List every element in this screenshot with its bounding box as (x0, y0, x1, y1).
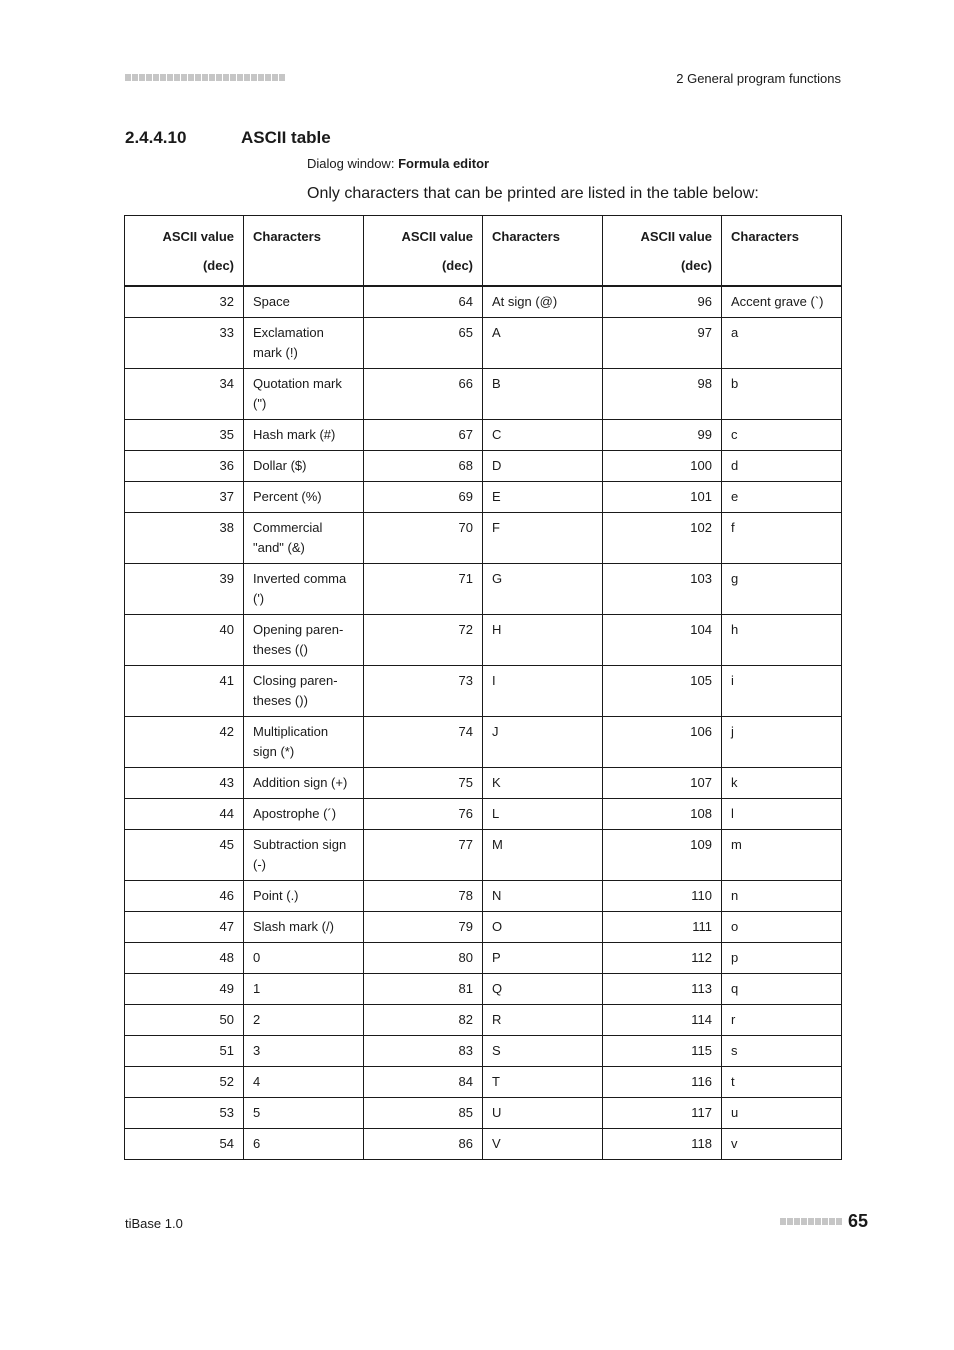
decoration-mark (272, 74, 278, 81)
decoration-mark (132, 74, 138, 81)
decoration-mark (174, 74, 180, 81)
product-name: tiBase 1.0 (125, 1216, 183, 1231)
ascii-value-cell: 73 (364, 666, 483, 717)
ascii-value-cell: 111 (603, 912, 722, 943)
table-row (125, 881, 842, 912)
character-cell: V (483, 1129, 603, 1160)
ascii-value-cell: 33 (125, 318, 244, 369)
table-row (125, 1067, 842, 1098)
character-cell: Inverted comma (') (244, 564, 364, 615)
character-cell: s (722, 1036, 842, 1067)
table-row (125, 717, 842, 768)
character-cell: Subtraction sign (-) (244, 830, 364, 881)
character-cell: u (722, 1098, 842, 1129)
ascii-value-cell: 43 (125, 768, 244, 799)
character-cell: A (483, 318, 603, 369)
table-row (125, 768, 842, 799)
character-cell: q (722, 974, 842, 1005)
character-cell: h (722, 615, 842, 666)
character-cell: Addition sign (+) (244, 768, 364, 799)
ascii-value-cell: 49 (125, 974, 244, 1005)
character-cell: v (722, 1129, 842, 1160)
character-cell: G (483, 564, 603, 615)
ascii-value-cell: 106 (603, 717, 722, 768)
section-title: ASCII table (241, 128, 331, 147)
ascii-value-cell: 113 (603, 974, 722, 1005)
ascii-value-cell: 68 (364, 451, 483, 482)
ascii-value-cell: 84 (364, 1067, 483, 1098)
header-characters: Characters (722, 216, 842, 287)
character-cell: g (722, 564, 842, 615)
decoration-mark (223, 74, 229, 81)
character-cell: Quotation mark (") (244, 369, 364, 420)
character-cell: O (483, 912, 603, 943)
character-cell: n (722, 881, 842, 912)
header-characters: Characters (483, 216, 603, 287)
footer-decoration (780, 1218, 842, 1225)
table-row (125, 1036, 842, 1067)
ascii-value-cell: 112 (603, 943, 722, 974)
character-cell: 2 (244, 1005, 364, 1036)
character-cell: 3 (244, 1036, 364, 1067)
character-cell: E (483, 482, 603, 513)
character-cell: Slash mark (/) (244, 912, 364, 943)
character-cell: c (722, 420, 842, 451)
ascii-value-cell: 109 (603, 830, 722, 881)
decoration-mark (216, 74, 222, 81)
decoration-mark (822, 1218, 828, 1225)
ascii-value-cell: 85 (364, 1098, 483, 1129)
ascii-value-cell: 40 (125, 615, 244, 666)
table-row (125, 912, 842, 943)
decoration-mark (836, 1218, 842, 1225)
table-row (125, 1005, 842, 1036)
ascii-value-cell: 116 (603, 1067, 722, 1098)
character-cell: 6 (244, 1129, 364, 1160)
character-cell: H (483, 615, 603, 666)
character-cell: 1 (244, 974, 364, 1005)
decoration-mark (181, 74, 187, 81)
ascii-value-cell: 108 (603, 799, 722, 830)
ascii-table (124, 215, 842, 1160)
character-cell: Q (483, 974, 603, 1005)
table-row (125, 799, 842, 830)
decoration-mark (244, 74, 250, 81)
table-row (125, 1098, 842, 1129)
header-ascii-value: ASCII value (dec) (603, 216, 722, 287)
character-cell: f (722, 513, 842, 564)
character-cell: At sign (@) (483, 286, 603, 318)
ascii-value-cell: 115 (603, 1036, 722, 1067)
decoration-mark (251, 74, 257, 81)
dialog-window-line (307, 156, 489, 171)
dialog-label: Dialog window: (307, 156, 395, 171)
character-cell: b (722, 369, 842, 420)
ascii-value-cell: 41 (125, 666, 244, 717)
character-cell: m (722, 830, 842, 881)
character-cell: S (483, 1036, 603, 1067)
character-cell: J (483, 717, 603, 768)
character-cell: I (483, 666, 603, 717)
character-cell: Opening paren-theses (() (244, 615, 364, 666)
table-row (125, 286, 842, 318)
ascii-value-cell: 71 (364, 564, 483, 615)
character-cell: t (722, 1067, 842, 1098)
ascii-value-cell: 65 (364, 318, 483, 369)
table-row (125, 369, 842, 420)
ascii-value-cell: 77 (364, 830, 483, 881)
table-header-row (125, 216, 842, 287)
character-cell: L (483, 799, 603, 830)
table-row (125, 513, 842, 564)
table-row (125, 1129, 842, 1160)
ascii-value-cell: 78 (364, 881, 483, 912)
ascii-value-cell: 83 (364, 1036, 483, 1067)
decoration-mark (787, 1218, 793, 1225)
ascii-value-cell: 98 (603, 369, 722, 420)
ascii-value-cell: 76 (364, 799, 483, 830)
ascii-value-cell: 39 (125, 564, 244, 615)
character-cell: a (722, 318, 842, 369)
character-cell: k (722, 768, 842, 799)
decoration-mark (780, 1218, 786, 1225)
character-cell: N (483, 881, 603, 912)
character-cell: Space (244, 286, 364, 318)
ascii-value-cell: 107 (603, 768, 722, 799)
ascii-value-cell: 101 (603, 482, 722, 513)
decoration-mark (794, 1218, 800, 1225)
table-row (125, 830, 842, 881)
decoration-mark (230, 74, 236, 81)
ascii-value-cell: 38 (125, 513, 244, 564)
character-cell: 0 (244, 943, 364, 974)
header-characters: Characters (244, 216, 364, 287)
chapter-title: 2 General program functions (676, 71, 841, 86)
character-cell: D (483, 451, 603, 482)
decoration-mark (195, 74, 201, 81)
ascii-value-cell: 45 (125, 830, 244, 881)
character-cell: p (722, 943, 842, 974)
intro-text: Only characters that can be printed are listed in the table below: (307, 185, 759, 202)
ascii-value-cell: 72 (364, 615, 483, 666)
ascii-value-cell: 96 (603, 286, 722, 318)
decoration-mark (167, 74, 173, 81)
character-cell: j (722, 717, 842, 768)
ascii-value-cell: 110 (603, 881, 722, 912)
ascii-value-cell: 81 (364, 974, 483, 1005)
ascii-value-cell: 52 (125, 1067, 244, 1098)
character-cell: o (722, 912, 842, 943)
table-row (125, 318, 842, 369)
character-cell: 5 (244, 1098, 364, 1129)
character-cell: Point (.) (244, 881, 364, 912)
ascii-value-cell: 80 (364, 943, 483, 974)
table-body (125, 286, 842, 1160)
character-cell: B (483, 369, 603, 420)
table-row (125, 420, 842, 451)
ascii-value-cell: 50 (125, 1005, 244, 1036)
ascii-value-cell: 86 (364, 1129, 483, 1160)
decoration-mark (202, 74, 208, 81)
section-number: 2.4.4.10 (125, 128, 187, 147)
table-row (125, 564, 842, 615)
decoration-mark (188, 74, 194, 81)
character-cell: P (483, 943, 603, 974)
character-cell: Multiplication sign (*) (244, 717, 364, 768)
ascii-value-cell: 97 (603, 318, 722, 369)
decoration-mark (829, 1218, 835, 1225)
ascii-value-cell: 114 (603, 1005, 722, 1036)
decoration-mark (265, 74, 271, 81)
ascii-value-cell: 47 (125, 912, 244, 943)
ascii-value-cell: 99 (603, 420, 722, 451)
character-cell: Commercial "and" (&) (244, 513, 364, 564)
decoration-mark (146, 74, 152, 81)
decoration-mark (237, 74, 243, 81)
table-row (125, 451, 842, 482)
decoration-mark (801, 1218, 807, 1225)
character-cell: r (722, 1005, 842, 1036)
ascii-value-cell: 66 (364, 369, 483, 420)
ascii-value-cell: 37 (125, 482, 244, 513)
table-row (125, 974, 842, 1005)
character-cell: i (722, 666, 842, 717)
character-cell: Hash mark (#) (244, 420, 364, 451)
character-cell: F (483, 513, 603, 564)
ascii-value-cell: 117 (603, 1098, 722, 1129)
ascii-value-cell: 69 (364, 482, 483, 513)
decoration-mark (258, 74, 264, 81)
character-cell: Accent grave (`) (722, 286, 842, 318)
ascii-value-cell: 75 (364, 768, 483, 799)
table-row (125, 666, 842, 717)
header-ascii-value: ASCII value (dec) (125, 216, 244, 287)
ascii-value-cell: 118 (603, 1129, 722, 1160)
dialog-name: Formula editor (398, 156, 490, 171)
ascii-value-cell: 54 (125, 1129, 244, 1160)
character-cell: T (483, 1067, 603, 1098)
ascii-value-cell: 82 (364, 1005, 483, 1036)
decoration-mark (153, 74, 159, 81)
table-row (125, 943, 842, 974)
ascii-value-cell: 104 (603, 615, 722, 666)
header-ascii-value: ASCII value (dec) (364, 216, 483, 287)
ascii-value-cell: 64 (364, 286, 483, 318)
ascii-value-cell: 105 (603, 666, 722, 717)
decoration-mark (160, 74, 166, 81)
footer-page (780, 1211, 868, 1232)
character-cell: l (722, 799, 842, 830)
character-cell: 4 (244, 1067, 364, 1098)
character-cell: C (483, 420, 603, 451)
ascii-value-cell: 100 (603, 451, 722, 482)
character-cell: e (722, 482, 842, 513)
character-cell: d (722, 451, 842, 482)
ascii-value-cell: 67 (364, 420, 483, 451)
ascii-value-cell: 51 (125, 1036, 244, 1067)
ascii-value-cell: 103 (603, 564, 722, 615)
character-cell: M (483, 830, 603, 881)
ascii-value-cell: 42 (125, 717, 244, 768)
character-cell: Dollar ($) (244, 451, 364, 482)
ascii-value-cell: 36 (125, 451, 244, 482)
decoration-mark (279, 74, 285, 81)
table-row (125, 482, 842, 513)
table-row (125, 615, 842, 666)
ascii-value-cell: 102 (603, 513, 722, 564)
character-cell: K (483, 768, 603, 799)
character-cell: Apostrophe (´) (244, 799, 364, 830)
character-cell: R (483, 1005, 603, 1036)
ascii-value-cell: 70 (364, 513, 483, 564)
ascii-value-cell: 53 (125, 1098, 244, 1129)
ascii-value-cell: 79 (364, 912, 483, 943)
ascii-value-cell: 46 (125, 881, 244, 912)
header-decoration (125, 74, 285, 81)
character-cell: Exclamation mark (!) (244, 318, 364, 369)
ascii-value-cell: 48 (125, 943, 244, 974)
decoration-mark (209, 74, 215, 81)
ascii-value-cell: 35 (125, 420, 244, 451)
decoration-mark (808, 1218, 814, 1225)
ascii-value-cell: 34 (125, 369, 244, 420)
ascii-value-cell: 32 (125, 286, 244, 318)
character-cell: Closing paren-theses ()) (244, 666, 364, 717)
decoration-mark (139, 74, 145, 81)
character-cell: Percent (%) (244, 482, 364, 513)
decoration-mark (815, 1218, 821, 1225)
character-cell: U (483, 1098, 603, 1129)
ascii-value-cell: 44 (125, 799, 244, 830)
page-number: 65 (847, 1211, 868, 1231)
decoration-mark (125, 74, 131, 81)
ascii-value-cell: 74 (364, 717, 483, 768)
